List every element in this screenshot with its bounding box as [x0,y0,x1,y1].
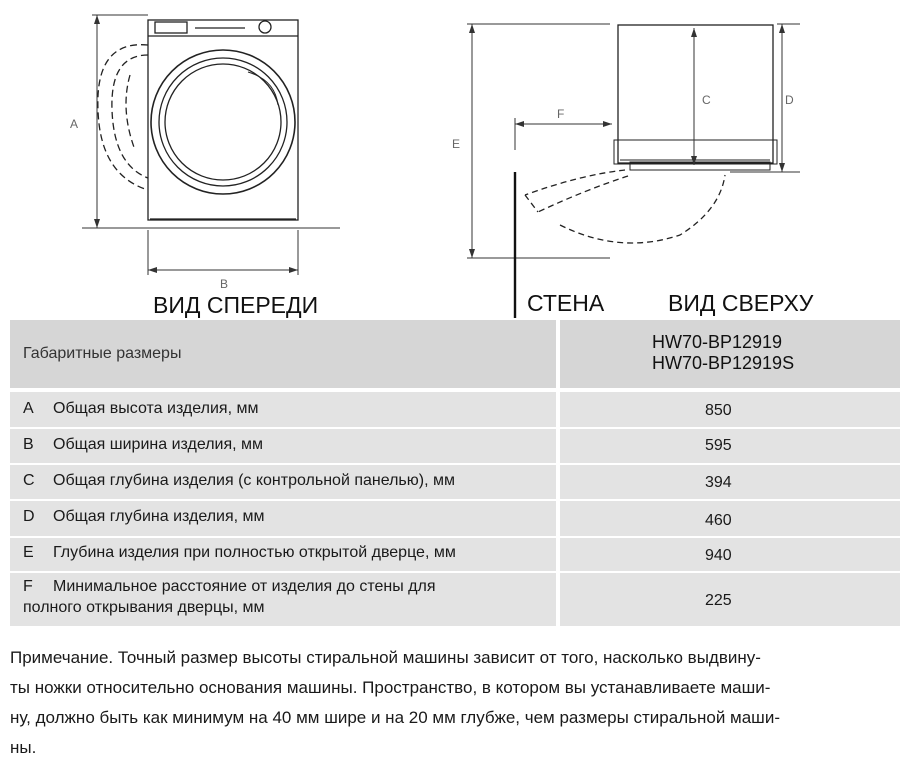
table-row [10,538,556,571]
table-value-cell [560,392,900,427]
caption-top-view: ВИД СВЕРХУ [668,290,814,316]
label-d: D [785,93,794,107]
row-code: E [23,544,34,561]
table-row [10,573,556,626]
table-row [10,501,556,536]
table-value-cell [560,538,900,571]
label-e: E [452,137,461,151]
table-row [10,465,556,499]
model-name: HW70-BP12919 [652,332,783,352]
row-description: Глубина изделия при полностью открытой дверце, мм [53,544,456,561]
note-line: Примечание. Точный размер высоты стиральной машины зависит от того, насколько выдвину- [10,648,761,667]
row-description: Общая ширина изделия, мм [53,436,264,453]
dimensions-diagram [0,0,912,320]
row-code: B [23,436,34,453]
row-value: 940 [705,547,732,564]
row-value: 460 [705,512,732,529]
row-description-continued: полного открывания дверцы, мм [23,599,265,616]
table-row [10,392,556,427]
row-description: Общая глубина изделия (с контрольной панелью), мм [53,472,455,489]
table-value-cell [560,429,900,463]
note-line: ны. [10,738,37,757]
row-description: Минимальное расстояние от изделия до стены для [53,578,436,595]
table-header-label: Габаритные размеры [23,345,182,362]
row-value: 595 [705,437,732,454]
top-view-drawing [525,25,777,243]
label-a: A [70,117,79,131]
label-f: F [557,107,565,121]
note-line: ты ножки относительно основания машины. Пространство, в котором вы устанавливаете маши- [10,678,771,697]
table-value-cell [560,501,900,536]
row-description: Общая высота изделия, мм [53,400,259,417]
row-code: A [23,400,34,417]
caption-wall: СТЕНА [527,290,605,316]
row-value: 394 [705,474,732,491]
row-value: 225 [705,592,732,609]
row-code: D [23,508,35,525]
row-description: Общая глубина изделия, мм [53,508,265,525]
label-b: B [220,277,229,291]
row-code: F [23,578,33,595]
row-value: 850 [705,402,732,419]
table-header-models-cell [560,320,900,388]
row-code: C [23,472,35,489]
table-header-label-cell [10,320,556,388]
installation-note [10,643,898,763]
caption-front-view: ВИД СПЕРЕДИ [153,292,319,318]
table-value-cell [560,573,900,626]
front-view-drawing [98,20,298,220]
model-name: HW70-BP12919S [652,353,795,373]
note-line: ну, должно быть как минимум на 40 мм шире и на 20 мм глубже, чем размеры стиральной маши- [10,708,780,727]
label-c: C [702,93,711,107]
table-row [10,429,556,463]
table-value-cell [560,465,900,499]
